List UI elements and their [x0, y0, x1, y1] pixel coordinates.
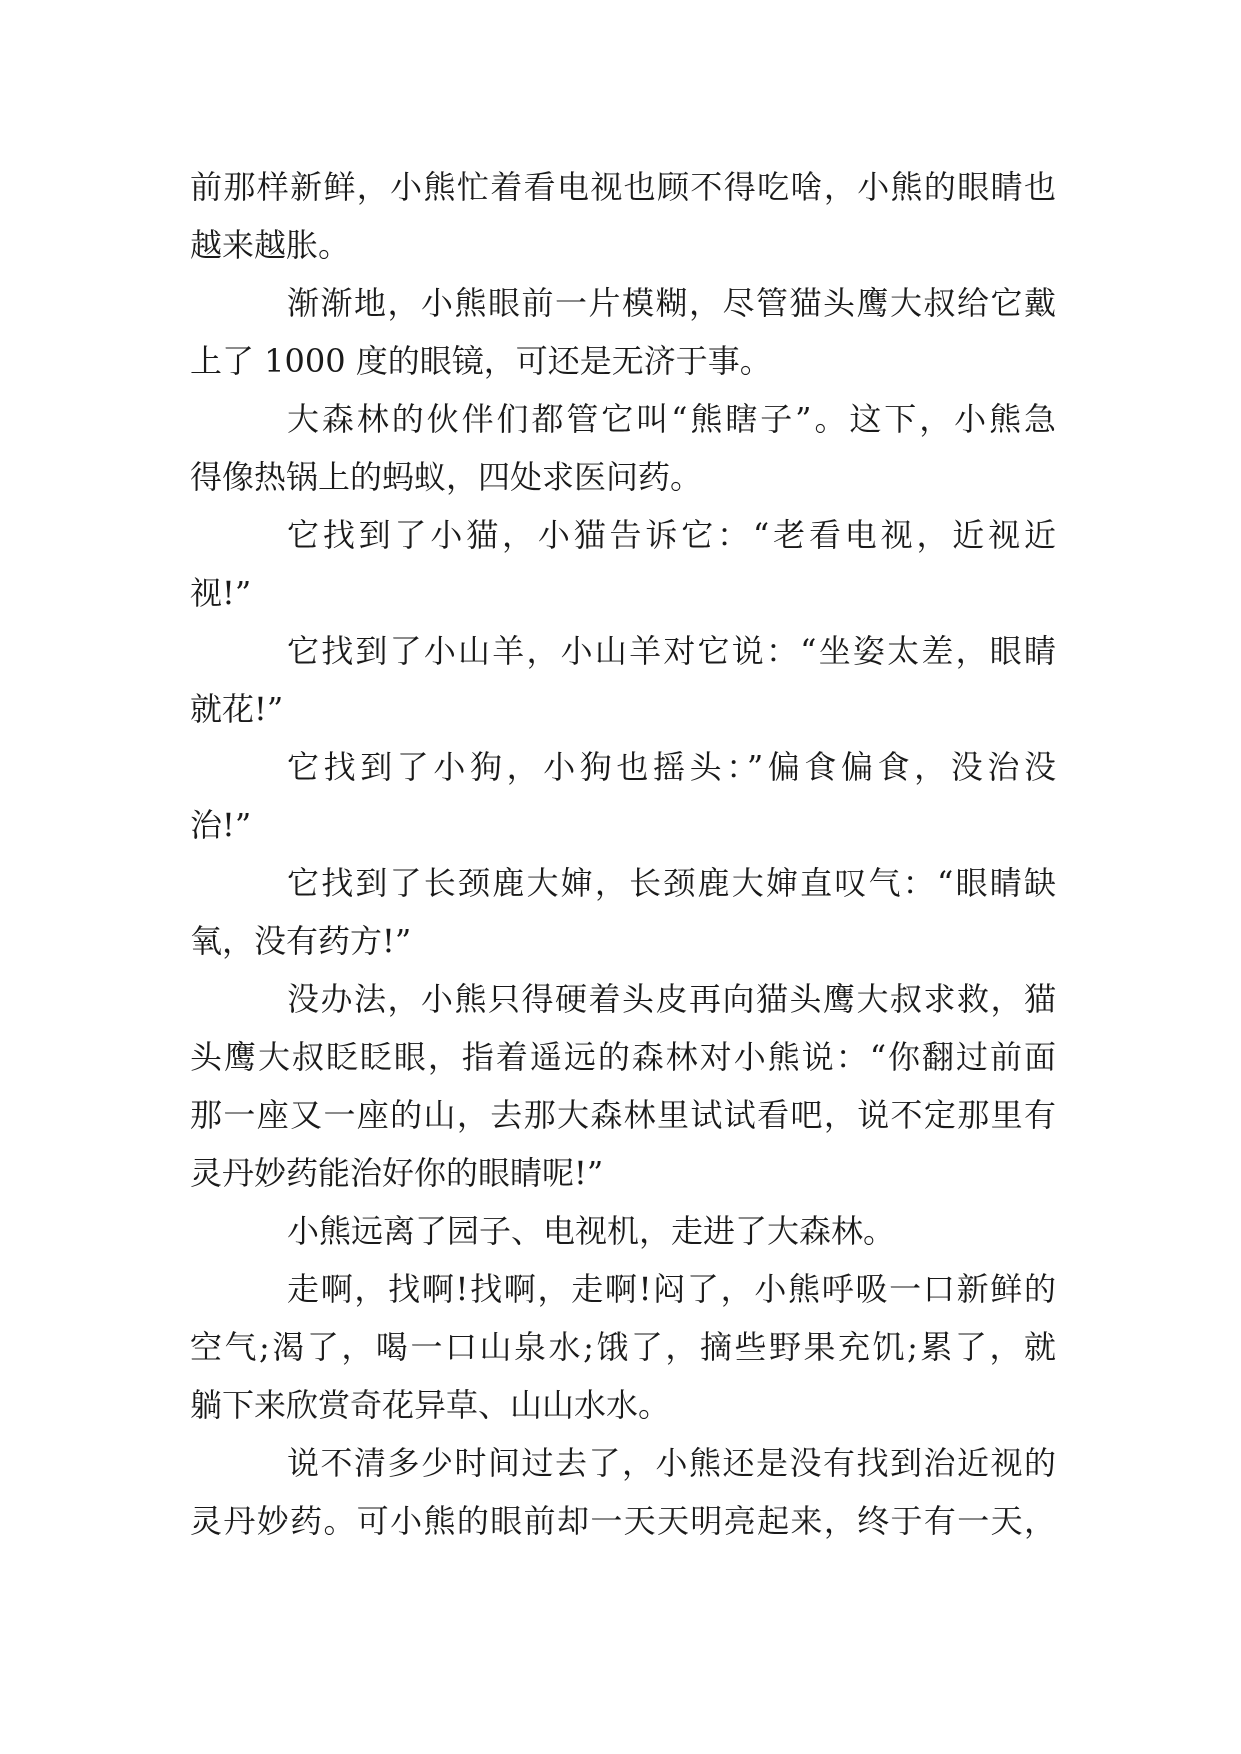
paragraph-start-line: 它找到了长颈鹿大婶，长颈鹿大婶直叹气：“眼睛缺 [287, 864, 1056, 902]
text-line: 灵丹妙药。可小熊的眼前却一天天明亮起来，终于有一天， [190, 1502, 1056, 1540]
text-line: 视!” [190, 574, 252, 612]
text-line: 越来越胀。 [190, 226, 351, 264]
text-line: 上了 1000 度的眼镜，可还是无济于事。 [190, 342, 772, 380]
text-line: 灵丹妙药能治好你的眼睛呢!” [190, 1154, 604, 1192]
paragraph-start-line: 它找到了小狗，小狗也摇头：”偏食偏食，没治没 [287, 748, 1056, 786]
text-line: 得像热锅上的蚂蚁，四处求医问药。 [190, 458, 703, 496]
text-line: 前那样新鲜，小熊忙着看电视也顾不得吃啥，小熊的眼睛也 [190, 168, 1056, 206]
text-line: 氧，没有药方!” [190, 922, 412, 960]
text-line: 就花!” [190, 690, 284, 728]
paragraph-start-line: 它找到了小山羊，小山羊对它说：“坐姿太差，眼睛 [287, 632, 1056, 670]
paragraph-start-line: 它找到了小猫，小猫告诉它：“老看电视，近视近 [287, 516, 1056, 554]
text-line: 躺下来欣赏奇花异草、山山水水。 [190, 1386, 671, 1424]
text-line: 空气;渴了，喝一口山泉水;饿了，摘些野果充饥;累了，就 [190, 1328, 1056, 1366]
paragraph-start-line: 没办法，小熊只得硬着头皮再向猫头鹰大叔求救，猫 [287, 980, 1056, 1018]
paragraph-start-line: 大森林的伙伴们都管它叫“熊瞎子”。这下，小熊急 [287, 400, 1056, 438]
text-line: 治!” [190, 806, 252, 844]
paragraph-start-line: 走啊，找啊!找啊，走啊!闷了，小熊呼吸一口新鲜的 [287, 1270, 1056, 1308]
text-line: 头鹰大叔眨眨眼，指着遥远的森林对小熊说：“你翻过前面 [190, 1038, 1056, 1076]
paragraph-start-line: 说不清多少时间过去了，小熊还是没有找到治近视的 [287, 1444, 1056, 1482]
paragraph-start-line: 小熊远离了园子、电视机，走进了大森林。 [287, 1212, 896, 1250]
paragraph-start-line: 渐渐地，小熊眼前一片模糊，尽管猫头鹰大叔给它戴 [287, 284, 1056, 322]
text-line: 那一座又一座的山，去那大森林里试试看吧，说不定那里有 [190, 1096, 1056, 1134]
